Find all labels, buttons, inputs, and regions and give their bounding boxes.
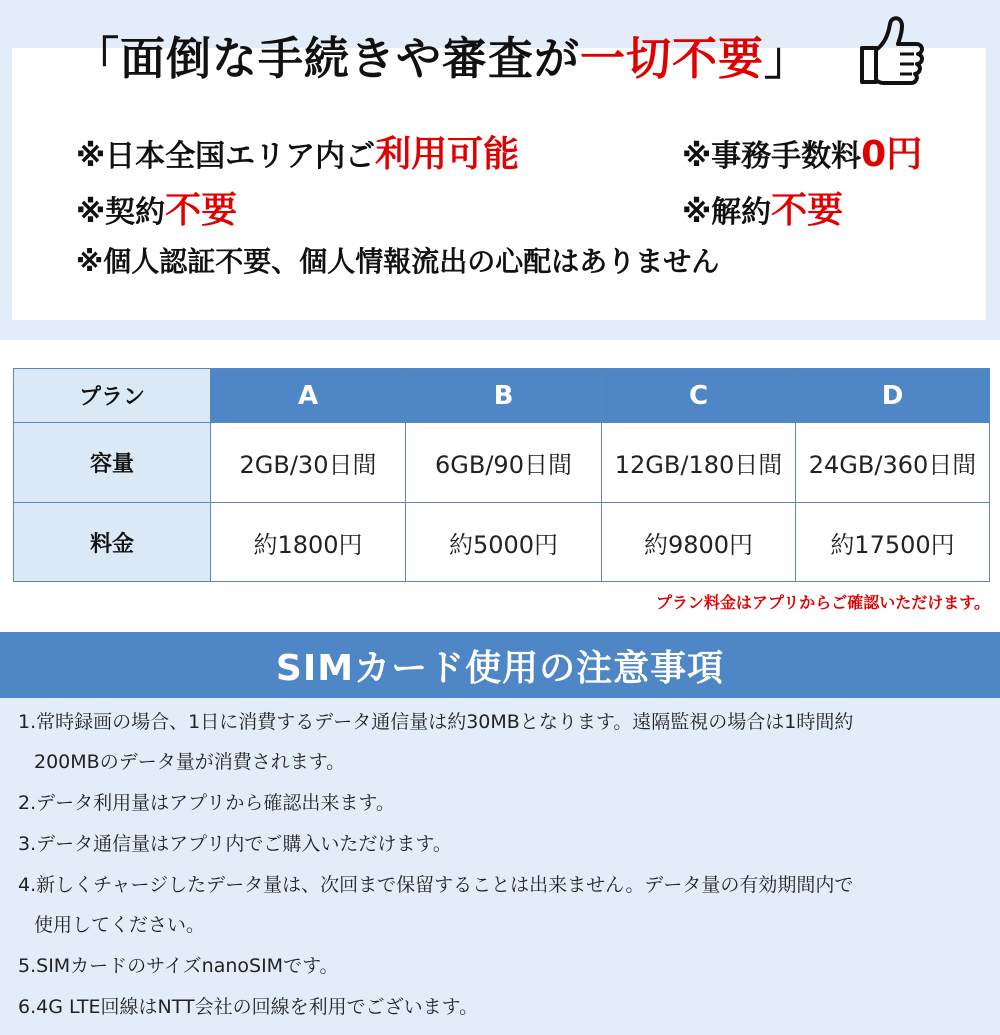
note-1-line-2: 200MBのデータ量が消費されます。 (34, 751, 346, 773)
list-item (18, 946, 978, 986)
note-4-line-1: 4.新しくチャージしたデータ量は、次回まで保留することは出来ません。データ量の有効期間内で (18, 874, 854, 896)
fee-d: 約17500円 (796, 503, 990, 582)
note-3-line-1: 3.データ通信量はアプリ内でご購入いただけます。 (18, 833, 452, 855)
section-title: SIMカード使用の注意事項 (0, 632, 1000, 698)
feature-area-emphasis: 利用可能 (375, 134, 520, 175)
price-note: プラン料金はアプリからご確認いただけます。 (655, 593, 990, 612)
fee-label: 料金 (14, 503, 211, 582)
feature-cancel-label: ※解約 (682, 195, 772, 230)
plan-a-header: A (211, 369, 406, 423)
plan-d-header: D (796, 369, 990, 423)
table-row (14, 503, 990, 582)
note-1-line-1: 1.常時録画の場合、1日に消費するデータ通信量は約30MBとなります。遠隔監視の場合は1時間約 (18, 711, 854, 733)
fee-b: 約5000円 (406, 503, 602, 582)
fee-c: 約9800円 (602, 503, 796, 582)
notes-panel (0, 698, 1000, 1035)
feature-area-label: ※日本全国エリア内ご (76, 139, 376, 174)
feature-contract (76, 182, 237, 233)
notes-list (18, 702, 978, 1028)
feature-area (76, 126, 519, 177)
headline-emphasis: 一切不要 (580, 31, 765, 85)
capacity-b: 6GB/90日間 (406, 423, 602, 503)
list-item (18, 987, 978, 1027)
thumbs-up-icon (856, 10, 926, 90)
plan-b-header: B (406, 369, 602, 423)
plan-header-label: プラン (14, 369, 211, 423)
note-2-line-1: 2.データ利用量はアプリから確認出来ます。 (18, 792, 395, 814)
headline (74, 14, 810, 94)
list-item (18, 824, 978, 864)
list-item (18, 702, 978, 782)
plan-c-header: C (602, 369, 796, 423)
headline-suffix: 」 (764, 31, 811, 85)
capacity-a: 2GB/30日間 (211, 423, 406, 503)
list-item (18, 865, 978, 945)
feature-fee (682, 126, 922, 177)
headline-prefix: 「面倒な手続きや審査が (74, 31, 581, 85)
note-5-line-1: 5.SIMカードのサイズnanoSIMです。 (18, 955, 339, 977)
feature-cancel (682, 182, 843, 233)
capacity-c: 12GB/180日間 (602, 423, 796, 503)
capacity-d: 24GB/360日間 (796, 423, 990, 503)
feature-privacy (76, 240, 719, 280)
plan-table (13, 368, 990, 582)
note-4-line-2: 使用してください。 (34, 914, 206, 936)
feature-fee-label: ※事務手数料 (682, 139, 862, 174)
fee-a: 約1800円 (211, 503, 406, 582)
table-row (14, 423, 990, 503)
feature-fee-emphasis: 0円 (861, 134, 923, 175)
feature-cancel-emphasis: 不要 (771, 190, 844, 231)
feature-contract-emphasis: 不要 (165, 190, 238, 231)
table-row (14, 369, 990, 423)
feature-contract-label: ※契約 (76, 195, 166, 230)
feature-privacy-text: ※個人認証不要、個人情報流出の心配はありません (76, 245, 720, 278)
note-6-line-1: 6.4G LTE回線はNTT会社の回線を利用でございます。 (18, 996, 479, 1018)
list-item (18, 783, 978, 823)
capacity-label: 容量 (14, 423, 211, 503)
